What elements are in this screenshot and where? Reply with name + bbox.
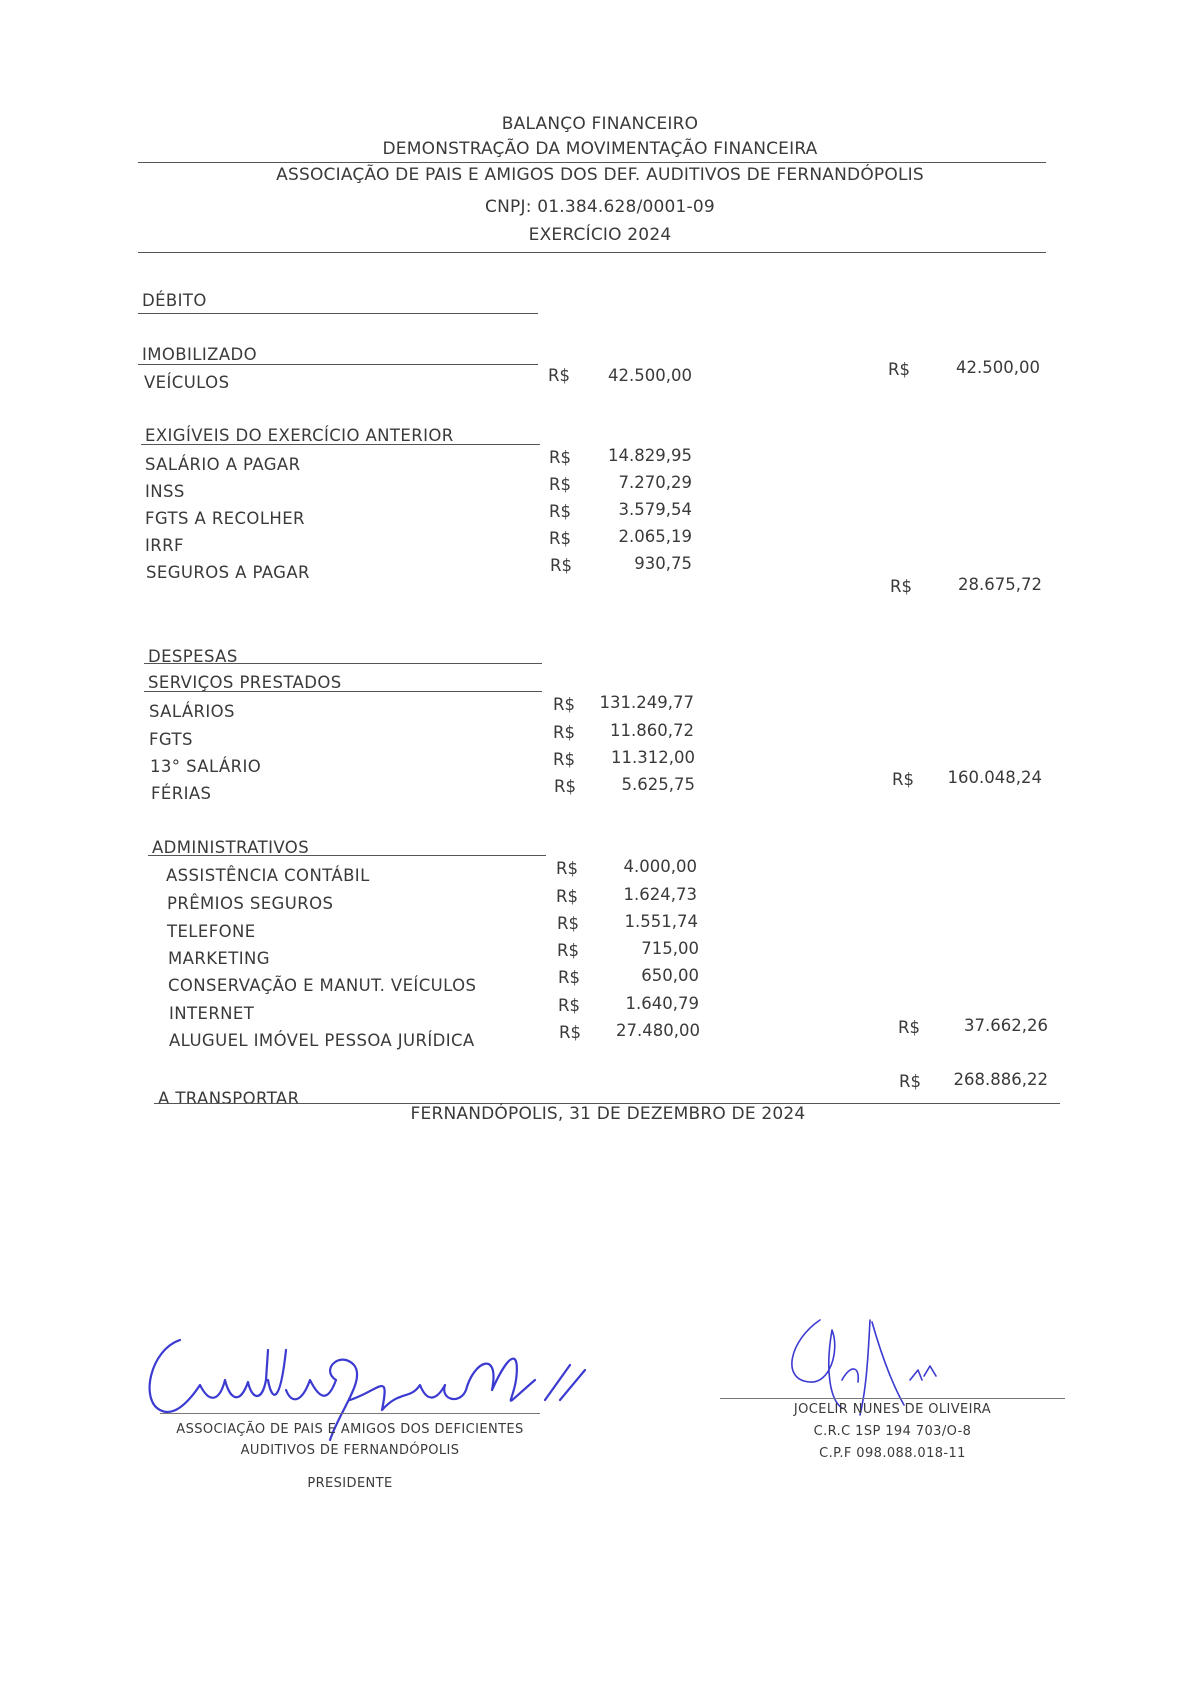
administrativos-item-value: 4.000,00 <box>623 857 697 876</box>
currency-symbol: R$ <box>553 750 575 769</box>
header-rule-2 <box>138 252 1046 253</box>
currency-symbol: R$ <box>548 366 570 385</box>
administrativos-item-value: 715,00 <box>641 939 699 958</box>
despesas-item-value: 11.860,72 <box>610 721 694 740</box>
administrativos-rule <box>148 855 546 856</box>
despesas-item-value: 11.312,00 <box>611 748 695 767</box>
exigiveis-item-label: SALÁRIO A PAGAR <box>145 455 301 474</box>
transportar-label: A TRANSPORTAR <box>158 1089 300 1108</box>
despesas-item-label: FGTS <box>149 730 193 749</box>
administrativos-item-value: 650,00 <box>641 966 699 985</box>
despesas-item-label: SALÁRIOS <box>149 702 235 721</box>
administrativos-item-value: 27.480,00 <box>616 1021 700 1040</box>
administrativos-item-value: 1.624,73 <box>623 885 697 904</box>
administrativos-item-label: MARKETING <box>168 949 270 968</box>
currency-symbol: R$ <box>549 502 571 521</box>
entity-name: ASSOCIAÇÃO DE PAIS E AMIGOS DOS DEF. AUDITIVOS DE FERNANDÓPOLIS <box>276 165 924 185</box>
despesas-rule <box>144 663 542 664</box>
exercise-year: EXERCÍCIO 2024 <box>528 225 672 245</box>
exigiveis-item-label: SEGUROS A PAGAR <box>146 563 310 582</box>
currency-symbol: R$ <box>890 577 912 596</box>
exigiveis-item-value: 3.579,54 <box>618 500 692 519</box>
exigiveis-item-value: 2.065,19 <box>618 527 692 546</box>
currency-symbol: R$ <box>553 723 575 742</box>
exigiveis-item-label: FGTS A RECOLHER <box>145 509 305 528</box>
currency-symbol: R$ <box>559 1023 581 1042</box>
administrativos-item-label: PRÊMIOS SEGUROS <box>167 894 334 913</box>
currency-symbol: R$ <box>549 448 571 467</box>
currency-symbol: R$ <box>557 941 579 960</box>
president-role: PRESIDENTE <box>307 1476 393 1491</box>
exigiveis-total: 28.675,72 <box>958 575 1042 594</box>
currency-symbol: R$ <box>888 360 910 379</box>
currency-symbol: R$ <box>558 968 580 987</box>
currency-symbol: R$ <box>549 475 571 494</box>
imobilizado-total: 42.500,00 <box>956 358 1040 377</box>
despesas-item-label: 13° SALÁRIO <box>150 757 262 776</box>
despesas-item-value: 131.249,77 <box>599 693 694 712</box>
administrativos-total: 37.662,26 <box>964 1016 1048 1035</box>
administrativos-item-value: 1.640,79 <box>625 994 699 1013</box>
currency-symbol: R$ <box>556 887 578 906</box>
document-title: BALANÇO FINANCEIRO <box>501 114 699 134</box>
exigiveis-rule <box>141 444 540 445</box>
despesas-heading: DESPESAS <box>148 647 238 666</box>
place-and-date: FERNANDÓPOLIS, 31 DE DEZEMBRO DE 2024 <box>410 1104 806 1124</box>
administrativos-item-label: ALUGUEL IMÓVEL PESSOA JURÍDICA <box>169 1031 475 1050</box>
exigiveis-item-value: 930,75 <box>634 554 692 573</box>
president-signature-line <box>160 1413 540 1414</box>
imobilizado-rule <box>138 364 538 365</box>
administrativos-item-label: CONSERVAÇÃO E MANUT. VEÍCULOS <box>168 976 477 995</box>
servicos-rule <box>144 691 542 692</box>
currency-symbol: R$ <box>549 529 571 548</box>
currency-symbol: R$ <box>899 1072 921 1091</box>
imobilizado-heading: IMOBILIZADO <box>142 345 258 364</box>
administrativos-item-label: INTERNET <box>169 1004 255 1023</box>
despesas-item-label: FÉRIAS <box>151 784 212 803</box>
debito-rule <box>138 313 538 314</box>
exigiveis-item-label: INSS <box>145 482 185 501</box>
currency-symbol: R$ <box>556 859 578 878</box>
cnpj: CNPJ: 01.384.628/0001-09 <box>485 197 715 217</box>
currency-symbol: R$ <box>892 770 914 789</box>
currency-symbol: R$ <box>558 996 580 1015</box>
servicos-subheading: SERVIÇOS PRESTADOS <box>148 673 342 692</box>
accountant-cpf: C.P.F 098.088.018-11 <box>819 1446 966 1461</box>
exigiveis-item-label: IRRF <box>145 536 184 555</box>
administrativos-item-label: ASSISTÊNCIA CONTÁBIL <box>166 866 370 885</box>
administrativos-item-value: 1.551,74 <box>624 912 698 931</box>
currency-symbol: R$ <box>550 556 572 575</box>
currency-symbol: R$ <box>557 914 579 933</box>
imobilizado-item-label: VEÍCULOS <box>144 373 230 392</box>
president-org-line1: ASSOCIAÇÃO DE PAIS E AMIGOS DOS DEFICIENTES <box>176 1422 524 1437</box>
exigiveis-item-value: 7.270,29 <box>618 473 692 492</box>
despesas-item-value: 5.625,75 <box>621 775 695 794</box>
currency-symbol: R$ <box>898 1018 920 1037</box>
president-org-line2: AUDITIVOS DE FERNANDÓPOLIS <box>240 1443 460 1458</box>
exigiveis-item-value: 14.829,95 <box>608 446 692 465</box>
exigiveis-heading: EXIGÍVEIS DO EXERCÍCIO ANTERIOR <box>145 426 454 445</box>
debito-heading: DÉBITO <box>142 291 207 310</box>
transportar-value: 268.886,22 <box>953 1070 1048 1089</box>
administrativos-item-label: TELEFONE <box>167 922 256 941</box>
imobilizado-item-value: 42.500,00 <box>608 366 692 385</box>
accountant-signature-line <box>720 1398 1065 1399</box>
despesas-total: 160.048,24 <box>947 768 1042 787</box>
header-rule-1 <box>138 162 1046 163</box>
currency-symbol: R$ <box>553 695 575 714</box>
president-signature-scribble <box>140 1310 600 1460</box>
currency-symbol: R$ <box>554 777 576 796</box>
administrativos-heading: ADMINISTRATIVOS <box>152 838 310 857</box>
document-subtitle: DEMONSTRAÇÃO DA MOVIMENTAÇÃO FINANCEIRA <box>382 139 818 159</box>
accountant-name: JOCELIR NUNES DE OLIVEIRA <box>793 1402 992 1417</box>
accountant-crc: C.R.C 1SP 194 703/O-8 <box>813 1424 972 1439</box>
